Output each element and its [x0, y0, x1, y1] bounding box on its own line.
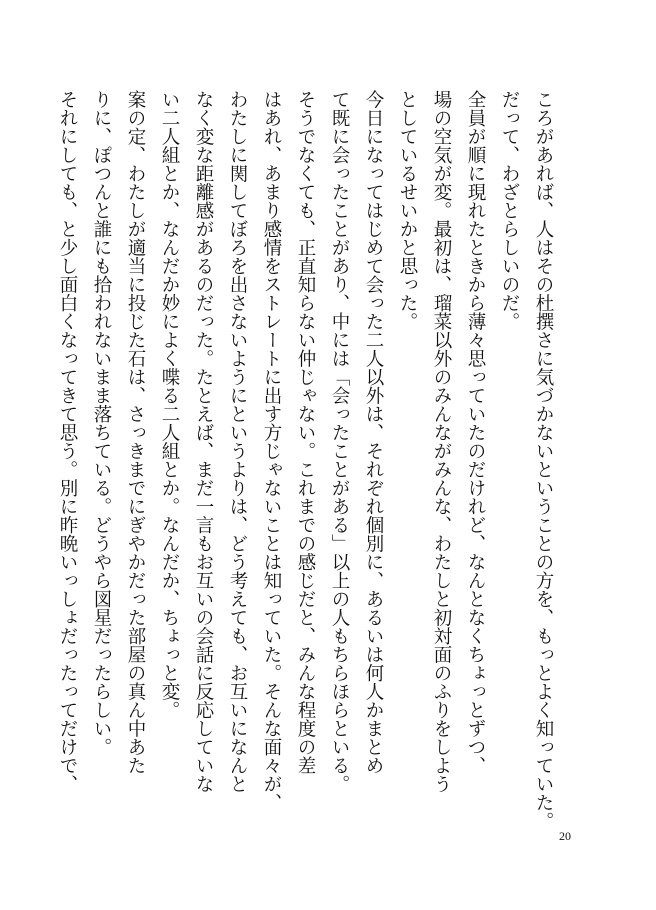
text-line: わたしに関してぼろを出さないようにというよりは、どう考えても、お互いになんと: [227, 90, 248, 793]
body-text: [50, 90, 560, 830]
text-line: なく変な距離感があるのだった。たとえば、まだ一言もお互いの会話に反応していな: [193, 90, 214, 793]
page-number: 20: [559, 829, 571, 843]
text-line: それにしても、と少し面白くなってきて思う。別に昨晩いっしょだったってだけで、: [57, 90, 78, 793]
text-line: 案の定、わたしが適当に投じた石は、さっきまでにぎやかだった部屋の真ん中あた: [125, 90, 146, 775]
text-line: 今日になってはじめて会った二人以外は、それぞれ個別に、あるいは何人かまとめ: [363, 90, 384, 775]
text-line: ころがあれば、人はその杜撰さに気づかないということの方を、もっとよく知っていた。: [533, 90, 554, 830]
text-line: りに、ぽつんと誰にも拾われないまま落ちている。どうやら図星だったらしい。: [91, 90, 112, 756]
text-line: 場の空気が変。最初は、瑠菜以外のみんながみんな、わたしと初対面のふりをしよう: [431, 90, 452, 793]
text-line: だって、わざとらしいのだ。: [499, 90, 520, 331]
text-line: 全員が順に現れたときから薄々思っていたのだけれど、なんとなくちょっとずつ、: [465, 90, 486, 775]
text-line: い二人組とか、なんだか妙によく喋る二人組とか。なんだか、ちょっと変。: [159, 90, 180, 719]
text-line: はあれ、あまり感情をストレートに出す方じゃないことは知っていた。そんな面々が、: [261, 90, 282, 812]
text-line: て既に会ったことがあり、中には「会ったことがある」以上の人もちらほらといる。: [329, 90, 350, 793]
text-line: としているせいかと思った。: [397, 90, 418, 331]
text-line: そうでなくても、正直知らない仲じゃない。これまでの感じだと、みんな程度の差: [295, 90, 316, 775]
